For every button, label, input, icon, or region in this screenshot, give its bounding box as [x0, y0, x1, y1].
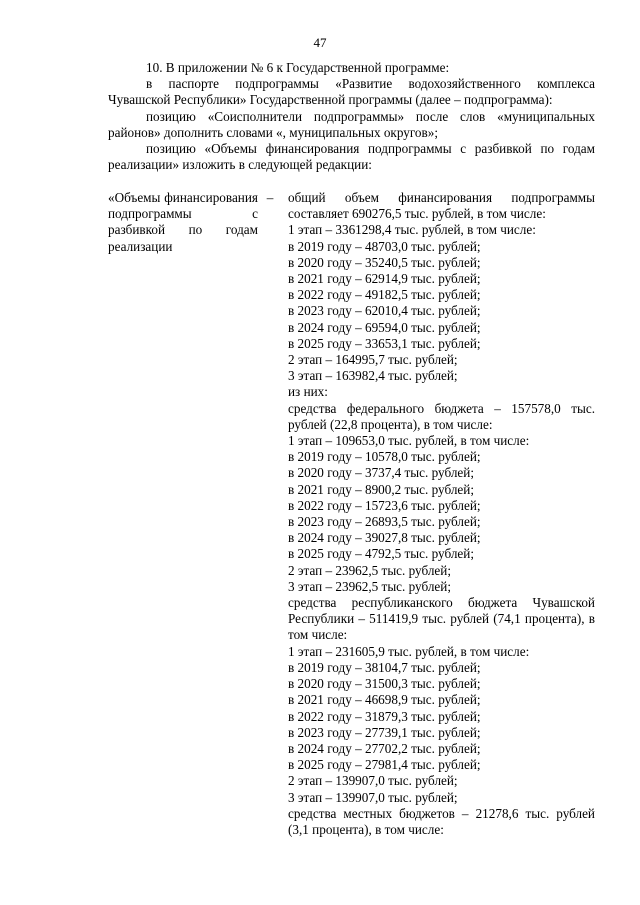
funding-line: 3 этап – 139907,0 тыс. рублей;: [288, 789, 458, 805]
funding-details: [288, 190, 595, 838]
funding-line: средства местных бюджетов – 21278,6 тыс. рублей (3,1 процента), в том числе:: [288, 805, 595, 837]
funding-line: в 2024 году – 39027,8 тыс. рублей;: [288, 530, 481, 546]
funding-line: средства федерального бюджета – 157578,0 тыс. рублей (22,8 процента), в том числе:: [288, 400, 595, 432]
funding-line: в 2019 году – 48703,0 тыс. рублей;: [288, 238, 481, 254]
intro-paragraph: позицию «Соисполнители подпрограммы» после слов «муниципальных районов» дополнить словами «, муниципальных округов»;: [108, 108, 595, 140]
funding-line: 1 этап – 3361298,4 тыс. рублей, в том числе:: [288, 222, 536, 238]
funding-line: в 2020 году – 31500,3 тыс. рублей;: [288, 676, 481, 692]
funding-line: в 2025 году – 4792,5 тыс. рублей;: [288, 546, 474, 562]
funding-line: 2 этап – 164995,7 тыс. рублей;: [288, 352, 458, 368]
funding-line: в 2021 году – 8900,2 тыс. рублей;: [288, 481, 474, 497]
intro-paragraph: позицию «Объемы финансирования подпрограммы с разбивкой по годам реализации» изложить в следующей редакции:: [108, 141, 595, 173]
funding-line: в 2019 году – 10578,0 тыс. рублей;: [288, 449, 481, 465]
funding-line: в 2022 году – 31879,3 тыс. рублей;: [288, 708, 481, 724]
funding-line: в 2023 году – 27739,1 тыс. рублей;: [288, 724, 481, 740]
funding-line: 1 этап – 231605,9 тыс. рублей, в том числе:: [288, 643, 530, 659]
funding-line: в 2023 году – 62010,4 тыс. рублей;: [288, 303, 481, 319]
intro-paragraph: в паспорте подпрограммы «Развитие водохозяйственного комплекса Чувашской Республики» Государственной программы (далее – подпрограмма):: [108, 76, 595, 108]
funding-line: 2 этап – 139907,0 тыс. рублей;: [288, 773, 458, 789]
separator-dash: –: [266, 190, 274, 205]
funding-line: в 2024 году – 69594,0 тыс. рублей;: [288, 319, 481, 335]
funding-line: в 2025 году – 27981,4 тыс. рублей;: [288, 757, 481, 773]
funding-line: 2 этап – 23962,5 тыс. рублей;: [288, 562, 452, 578]
funding-line: 1 этап – 109653,0 тыс. рублей, в том числе:: [288, 433, 530, 449]
funding-line: в 2021 году – 46698,9 тыс. рублей;: [288, 692, 481, 708]
funding-line: в 2023 году – 26893,5 тыс. рублей;: [288, 514, 481, 530]
funding-line: 3 этап – 163982,4 тыс. рублей;: [288, 368, 458, 384]
funding-line: в 2025 году – 33653,1 тыс. рублей;: [288, 335, 481, 351]
intro-paragraph: 10. В приложении № 6 к Государственной программе:: [146, 60, 450, 75]
funding-line: в 2019 году – 38104,7 тыс. рублей;: [288, 659, 481, 675]
funding-line: из них:: [288, 384, 328, 400]
funding-line: в 2020 году – 3737,4 тыс. рублей;: [288, 465, 474, 481]
funding-line: в 2024 году – 27702,2 тыс. рублей;: [288, 740, 481, 756]
funding-line: средства республиканского бюджета Чувашской Республики – 511419,9 тыс. рублей (74,1 процента), в том числе:: [288, 595, 595, 643]
funding-line: в 2021 году – 62914,9 тыс. рублей;: [288, 271, 481, 287]
funding-line: в 2022 году – 15723,6 тыс. рублей;: [288, 497, 481, 513]
funding-label: «Объемы финансирования подпрограммы с разбивкой по годам реализации: [108, 190, 258, 254]
funding-line: в 2022 году – 49182,5 тыс. рублей;: [288, 287, 481, 303]
intro-text: [108, 60, 595, 173]
page-number: 47: [313, 35, 327, 50]
funding-line: в 2020 году – 35240,5 тыс. рублей;: [288, 254, 481, 270]
funding-line: общий объем финансирования подпрограммы составляет 690276,5 тыс. рублей, в том числе:: [288, 190, 595, 222]
funding-line: 3 этап – 23962,5 тыс. рублей;: [288, 578, 452, 594]
